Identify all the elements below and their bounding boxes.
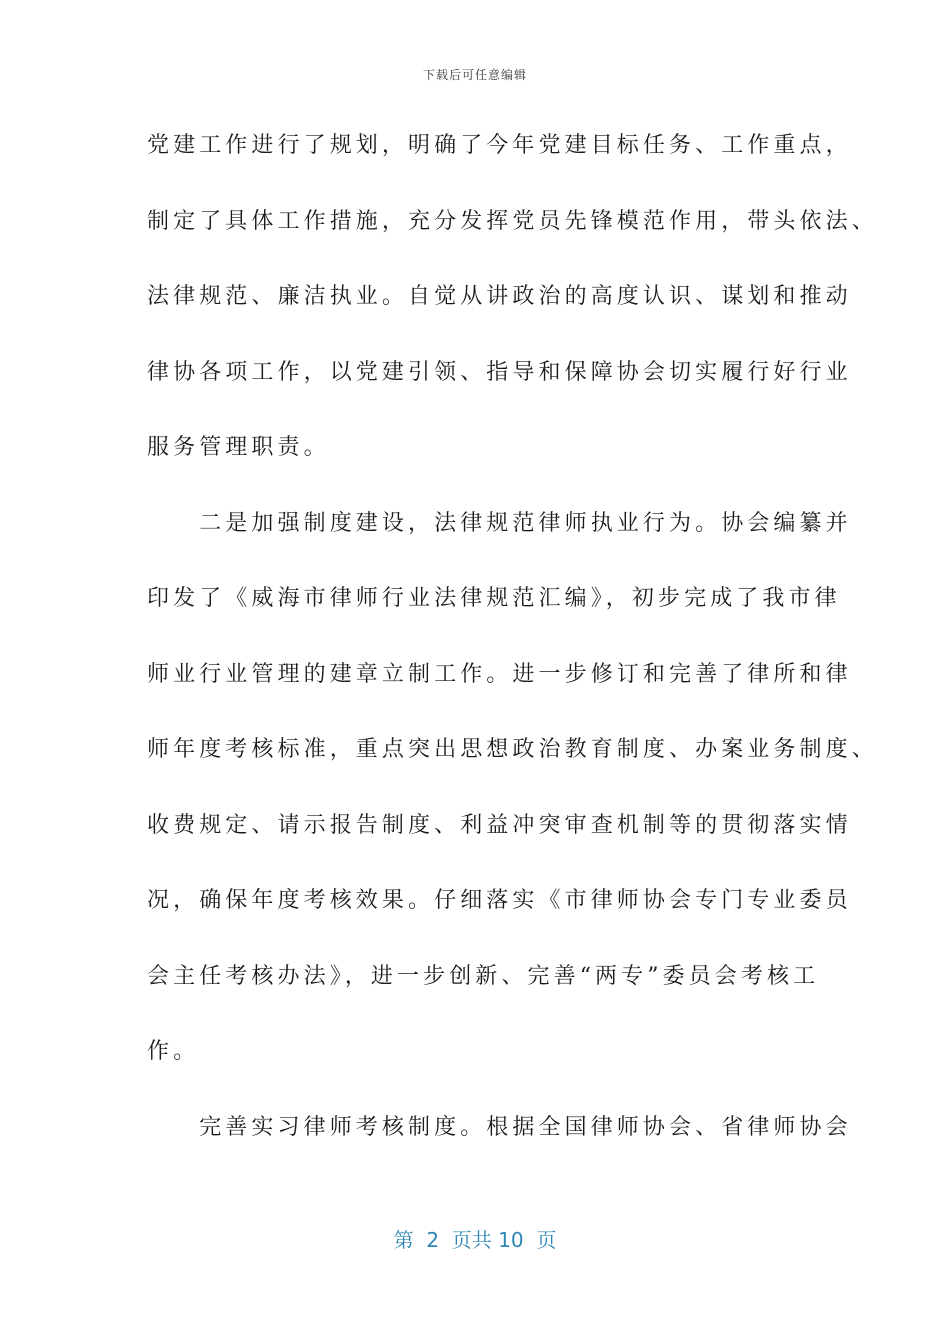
text-line: 二是加强制度建设，法律规范律师执业行为。协会编纂并	[147, 510, 852, 536]
text-line: 师业行业管理的建章立制工作。进一步修订和完善了律所和律	[147, 661, 852, 687]
text-line: 会主任考核办法》，进一步创新、完善“两专”委员会考核工	[147, 963, 820, 989]
page-header: 下载后可任意编辑	[422, 68, 527, 82]
text-line: 党建工作进行了规划，明确了今年党建目标任务、工作重点，	[147, 133, 852, 158]
document-body	[147, 118, 878, 1175]
text-line: 律协各项工作，以党建引领、指导和保障协会切实履行好行业	[147, 359, 852, 385]
page-number-footer: 第 2 页共 10 页	[393, 1228, 557, 1252]
text-line: 法律规范、廉洁执业。自觉从讲政治的高度认识、谋划和推动	[147, 284, 852, 309]
text-line: 制定了具体工作措施，充分发挥党员先锋模范作用，带头依法、	[147, 208, 878, 234]
text-line: 况，确保年度考核效果。仔细落实《市律师协会专门专业委员	[147, 888, 852, 913]
text-line: 师年度考核标准，重点突出思想政治教育制度、办案业务制度、	[147, 737, 878, 762]
text-line: 印发了《威海市律师行业法律规范汇编》，初步完成了我市律	[147, 586, 841, 611]
text-line: 服务管理职责。	[147, 435, 330, 460]
text-line: 作。	[147, 1039, 200, 1064]
text-line: 收费规定、请示报告制度、利益冲突审查机制等的贯彻落实情	[147, 812, 852, 838]
text-line: 完善实习律师考核制度。根据全国律师协会、省律师协会	[147, 1114, 852, 1140]
